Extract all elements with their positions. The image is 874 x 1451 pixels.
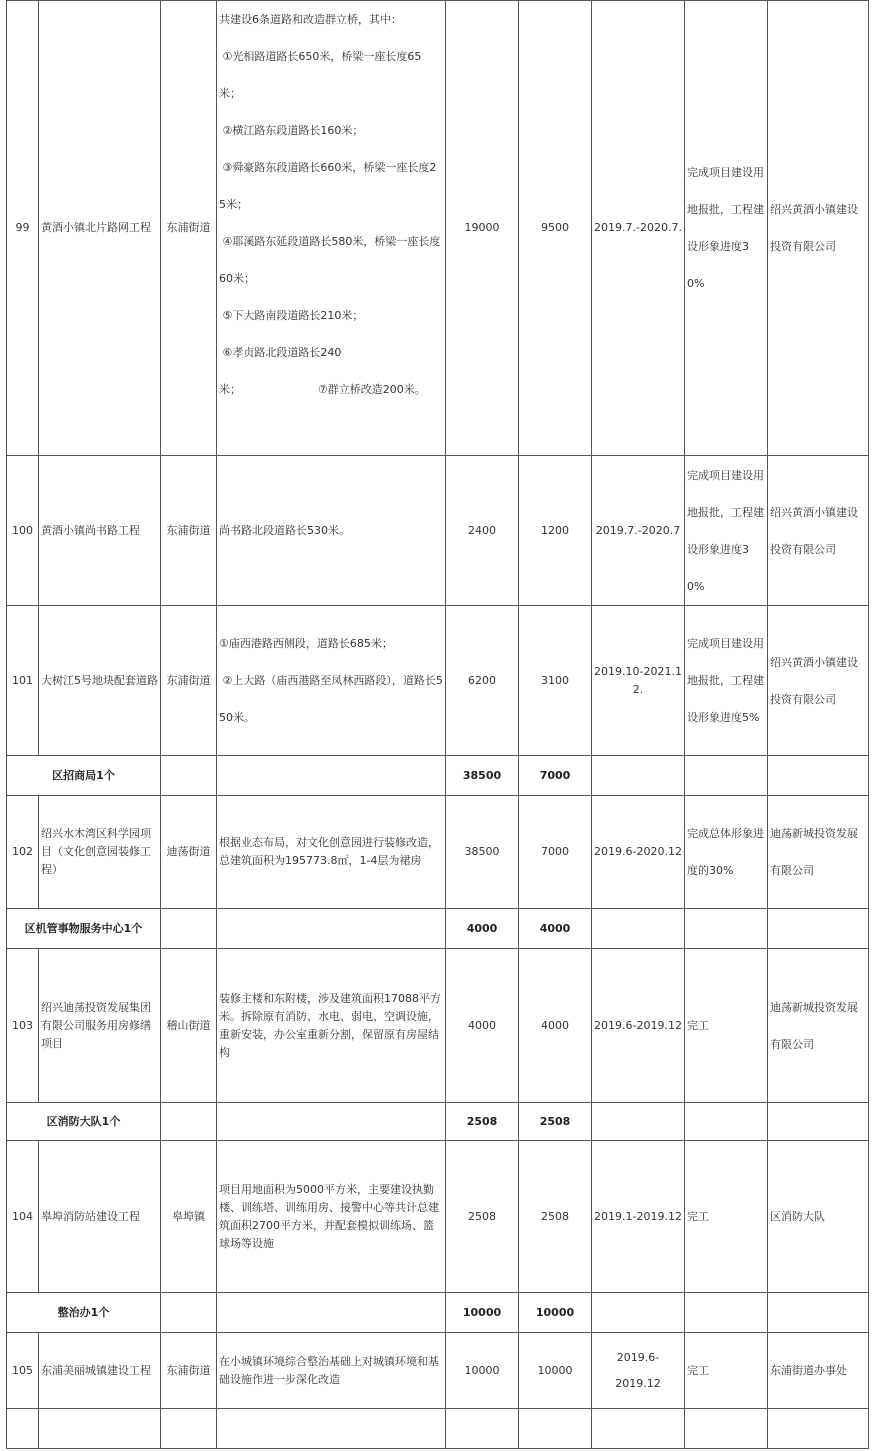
table-row <box>7 1333 869 1409</box>
project-name: 皋埠消防站建设工程 <box>39 1141 161 1293</box>
row-number: 100 <box>7 456 39 606</box>
project-location: 皋埠镇 <box>161 1141 217 1293</box>
responsible-unit: 区消防大队 <box>768 1141 869 1293</box>
project-location: 东浦街道 <box>161 606 217 756</box>
progress-target: 完成项目建设用地报批，工程建设形象进度30% <box>685 456 768 606</box>
responsible-unit: 绍兴黄酒小镇建设投资有限公司 <box>768 606 869 756</box>
subtotal-total: 4000 <box>446 909 519 949</box>
subtotal-total: 2508 <box>446 1103 519 1141</box>
subtotal-row <box>7 909 869 949</box>
project-location: 东浦街道 <box>161 1333 217 1409</box>
row-number: 99 <box>7 1 39 456</box>
subtotal-annual: 7000 <box>519 756 592 796</box>
project-content: ①庙西港路西侧段，道路长685米； ②上大路（庙西港路至凤林西路段），道路长550米。 <box>217 606 446 756</box>
annual-investment: 7000 <box>519 796 592 909</box>
responsible-unit: 迪荡新城投资发展有限公司 <box>768 796 869 909</box>
project-name: 绍兴水木湾区科学园项目（文化创意园装修工程） <box>39 796 161 909</box>
responsible-unit: 迪荡新城投资发展有限公司 <box>768 949 869 1103</box>
subtotal-label: 区机管事物服务中心1个 <box>7 909 161 949</box>
table-row <box>7 606 869 756</box>
subtotal-label: 整治办1个 <box>7 1293 161 1333</box>
responsible-unit: 东浦街道办事处 <box>768 1333 869 1409</box>
annual-investment: 1200 <box>519 456 592 606</box>
progress-target: 完工 <box>685 949 768 1103</box>
construction-period: 2019.6-2019.12 <box>592 1333 685 1409</box>
project-location: 稽山街道 <box>161 949 217 1103</box>
total-investment: 6200 <box>446 606 519 756</box>
row-number: 104 <box>7 1141 39 1293</box>
project-content: 尚书路北段道路长530米。 <box>217 456 446 606</box>
subtotal-annual: 4000 <box>519 909 592 949</box>
project-name: 大树江5号地块配套道路 <box>39 606 161 756</box>
construction-period: 2019.7.-2020.7 <box>592 456 685 606</box>
project-name: 黄酒小镇北片路网工程 <box>39 1 161 456</box>
project-content: 共建设6条道路和改造群立桥，其中： ①光相路道路长650米，桥梁一座长度65米； ②横江路东段道路长160米； ③舜豪路东段道路长660米，桥梁一座长度25米； ④耶溪路东延段道路长580米，桥梁一座长度60米； ⑤下大路南段道路长210米； ⑥孝贞路北段道路长240米； ⑦群立桥改造200米。 <box>217 1 446 456</box>
project-content: 装修主楼和东附楼，涉及建筑面积17088平方米。拆除原有消防、水电、弱电、空调设施，重新安装，办公室重新分割，保留原有房屋结构 <box>217 949 446 1103</box>
total-investment: 38500 <box>446 796 519 909</box>
project-location: 东浦街道 <box>161 1 217 456</box>
progress-target: 完工 <box>685 1141 768 1293</box>
progress-target: 完成总体形象进度的30% <box>685 796 768 909</box>
construction-period: 2019.6-2020.12 <box>592 796 685 909</box>
progress-target: 完成项目建设用地报批，工程建设形象进度5% <box>685 606 768 756</box>
row-number: 101 <box>7 606 39 756</box>
row-number: 105 <box>7 1333 39 1409</box>
table-row <box>7 1141 869 1293</box>
total-investment: 2508 <box>446 1141 519 1293</box>
annual-investment: 4000 <box>519 949 592 1103</box>
progress-target: 完工 <box>685 1333 768 1409</box>
construction-period: 2019.7.-2020.7. <box>592 1 685 456</box>
subtotal-total: 38500 <box>446 756 519 796</box>
subtotal-row <box>7 756 869 796</box>
project-location: 东浦街道 <box>161 456 217 606</box>
subtotal-total: 10000 <box>446 1293 519 1333</box>
annual-investment: 9500 <box>519 1 592 456</box>
responsible-unit: 绍兴黄酒小镇建设投资有限公司 <box>768 456 869 606</box>
table-row <box>7 1 869 456</box>
project-location: 迪荡街道 <box>161 796 217 909</box>
progress-target: 完成项目建设用地报批，工程建设形象进度30% <box>685 1 768 456</box>
table-row <box>7 949 869 1103</box>
subtotal-annual: 2508 <box>519 1103 592 1141</box>
project-name: 东浦美丽城镇建设工程 <box>39 1333 161 1409</box>
annual-investment: 3100 <box>519 606 592 756</box>
total-investment: 19000 <box>446 1 519 456</box>
total-investment: 4000 <box>446 949 519 1103</box>
construction-period: 2019.6-2019.12 <box>592 949 685 1103</box>
responsible-unit: 绍兴黄酒小镇建设投资有限公司 <box>768 1 869 456</box>
total-investment: 2400 <box>446 456 519 606</box>
subtotal-row <box>7 1103 869 1141</box>
total-investment: 10000 <box>446 1333 519 1409</box>
annual-investment: 10000 <box>519 1333 592 1409</box>
empty-row <box>7 1409 869 1449</box>
construction-period: 2019.1-2019.12 <box>592 1141 685 1293</box>
subtotal-annual: 10000 <box>519 1293 592 1333</box>
project-name: 黄酒小镇尚书路工程 <box>39 456 161 606</box>
project-content: 项目用地面积为5000平方米，主要建设执勤楼、训练塔、训练用房、接警中心等共计总建筑面积2700平方米，并配套模拟训练场、篮球场等设施 <box>217 1141 446 1293</box>
annual-investment: 2508 <box>519 1141 592 1293</box>
row-number: 103 <box>7 949 39 1103</box>
subtotal-row <box>7 1293 869 1333</box>
subtotal-label: 区消防大队1个 <box>7 1103 161 1141</box>
row-number: 102 <box>7 796 39 909</box>
project-name: 绍兴迪荡投资发展集团有限公司服务用房修缮项目 <box>39 949 161 1103</box>
project-table <box>6 0 869 1449</box>
project-content: 根据业态布局，对文化创意园进行装修改造，总建筑面积为195773.8㎡，1-4层为裙房 <box>217 796 446 909</box>
construction-period: 2019.10-2021.12. <box>592 606 685 756</box>
subtotal-label: 区招商局1个 <box>7 756 161 796</box>
table-row <box>7 456 869 606</box>
table-row <box>7 796 869 909</box>
project-content: 在小城镇环境综合整治基础上对城镇环境和基础设施作进一步深化改造 <box>217 1333 446 1409</box>
